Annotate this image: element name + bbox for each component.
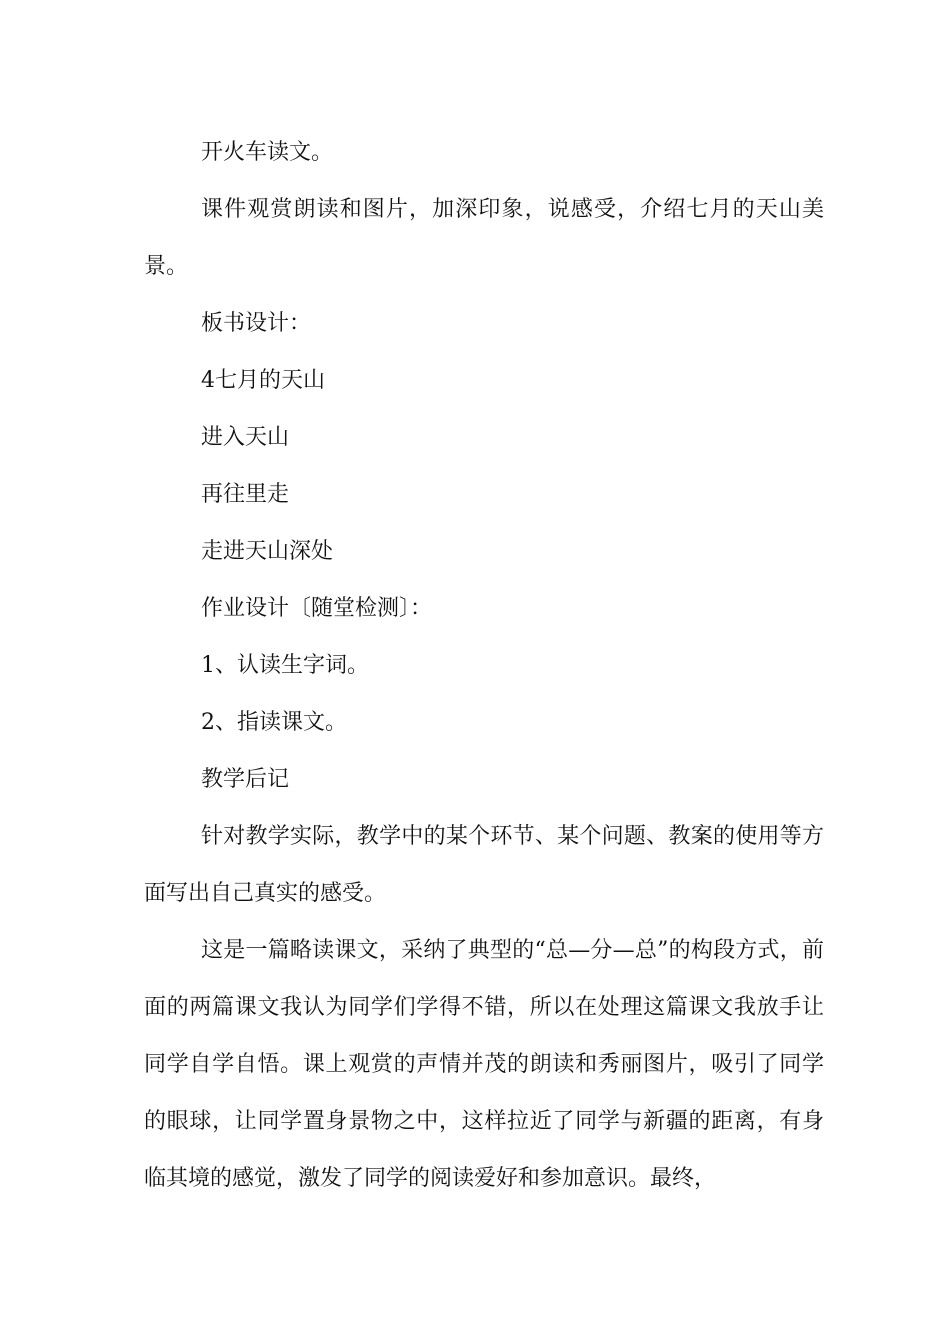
paragraph-train-reading: 开火车读文。	[201, 140, 334, 165]
paragraph-postscript-heading: 教学后记	[201, 767, 290, 792]
paragraph-reflection: 这是一篇略读课文，采纳了典型的“总—分—总”的构段方式，前面的两篇课文我认为同学们学得不错，所以在处理这篇课文我放手让同学自学自悟。课上观赏的声情并茂的朗读和秀丽图片，吸引了同学的眼球，让同学置身景物之中，这样拉近了同学与新疆的距离，有身临其境的感觉，激发了同学的阅读爱好和参加意识。最终，	[144, 938, 824, 1191]
paragraph-homework-item-1: 1、认读生字词。	[201, 653, 369, 678]
paragraph-courseware: 课件观赏朗读和图片，加深印象，说感受，介绍七月的天山美景。	[144, 197, 824, 279]
paragraph-enter-tianshan: 进入天山	[201, 425, 290, 450]
paragraph-homework-heading: 作业设计〔随堂检测〕：	[201, 596, 433, 621]
paragraph-lesson-title: 4七月的天山	[201, 368, 325, 393]
paragraph-board-design-heading: 板书设计：	[201, 311, 312, 336]
paragraph-deep-tianshan: 走进天山深处	[201, 539, 334, 564]
paragraph-homework-item-2: 2、指读课文。	[201, 710, 347, 735]
paragraph-postscript-instructions: 针对教学实际，教学中的某个环节、某个问题、教案的使用等方面写出自己真实的感受。	[144, 824, 824, 906]
document-body	[144, 124, 824, 1207]
paragraph-go-further: 再往里走	[201, 482, 290, 507]
